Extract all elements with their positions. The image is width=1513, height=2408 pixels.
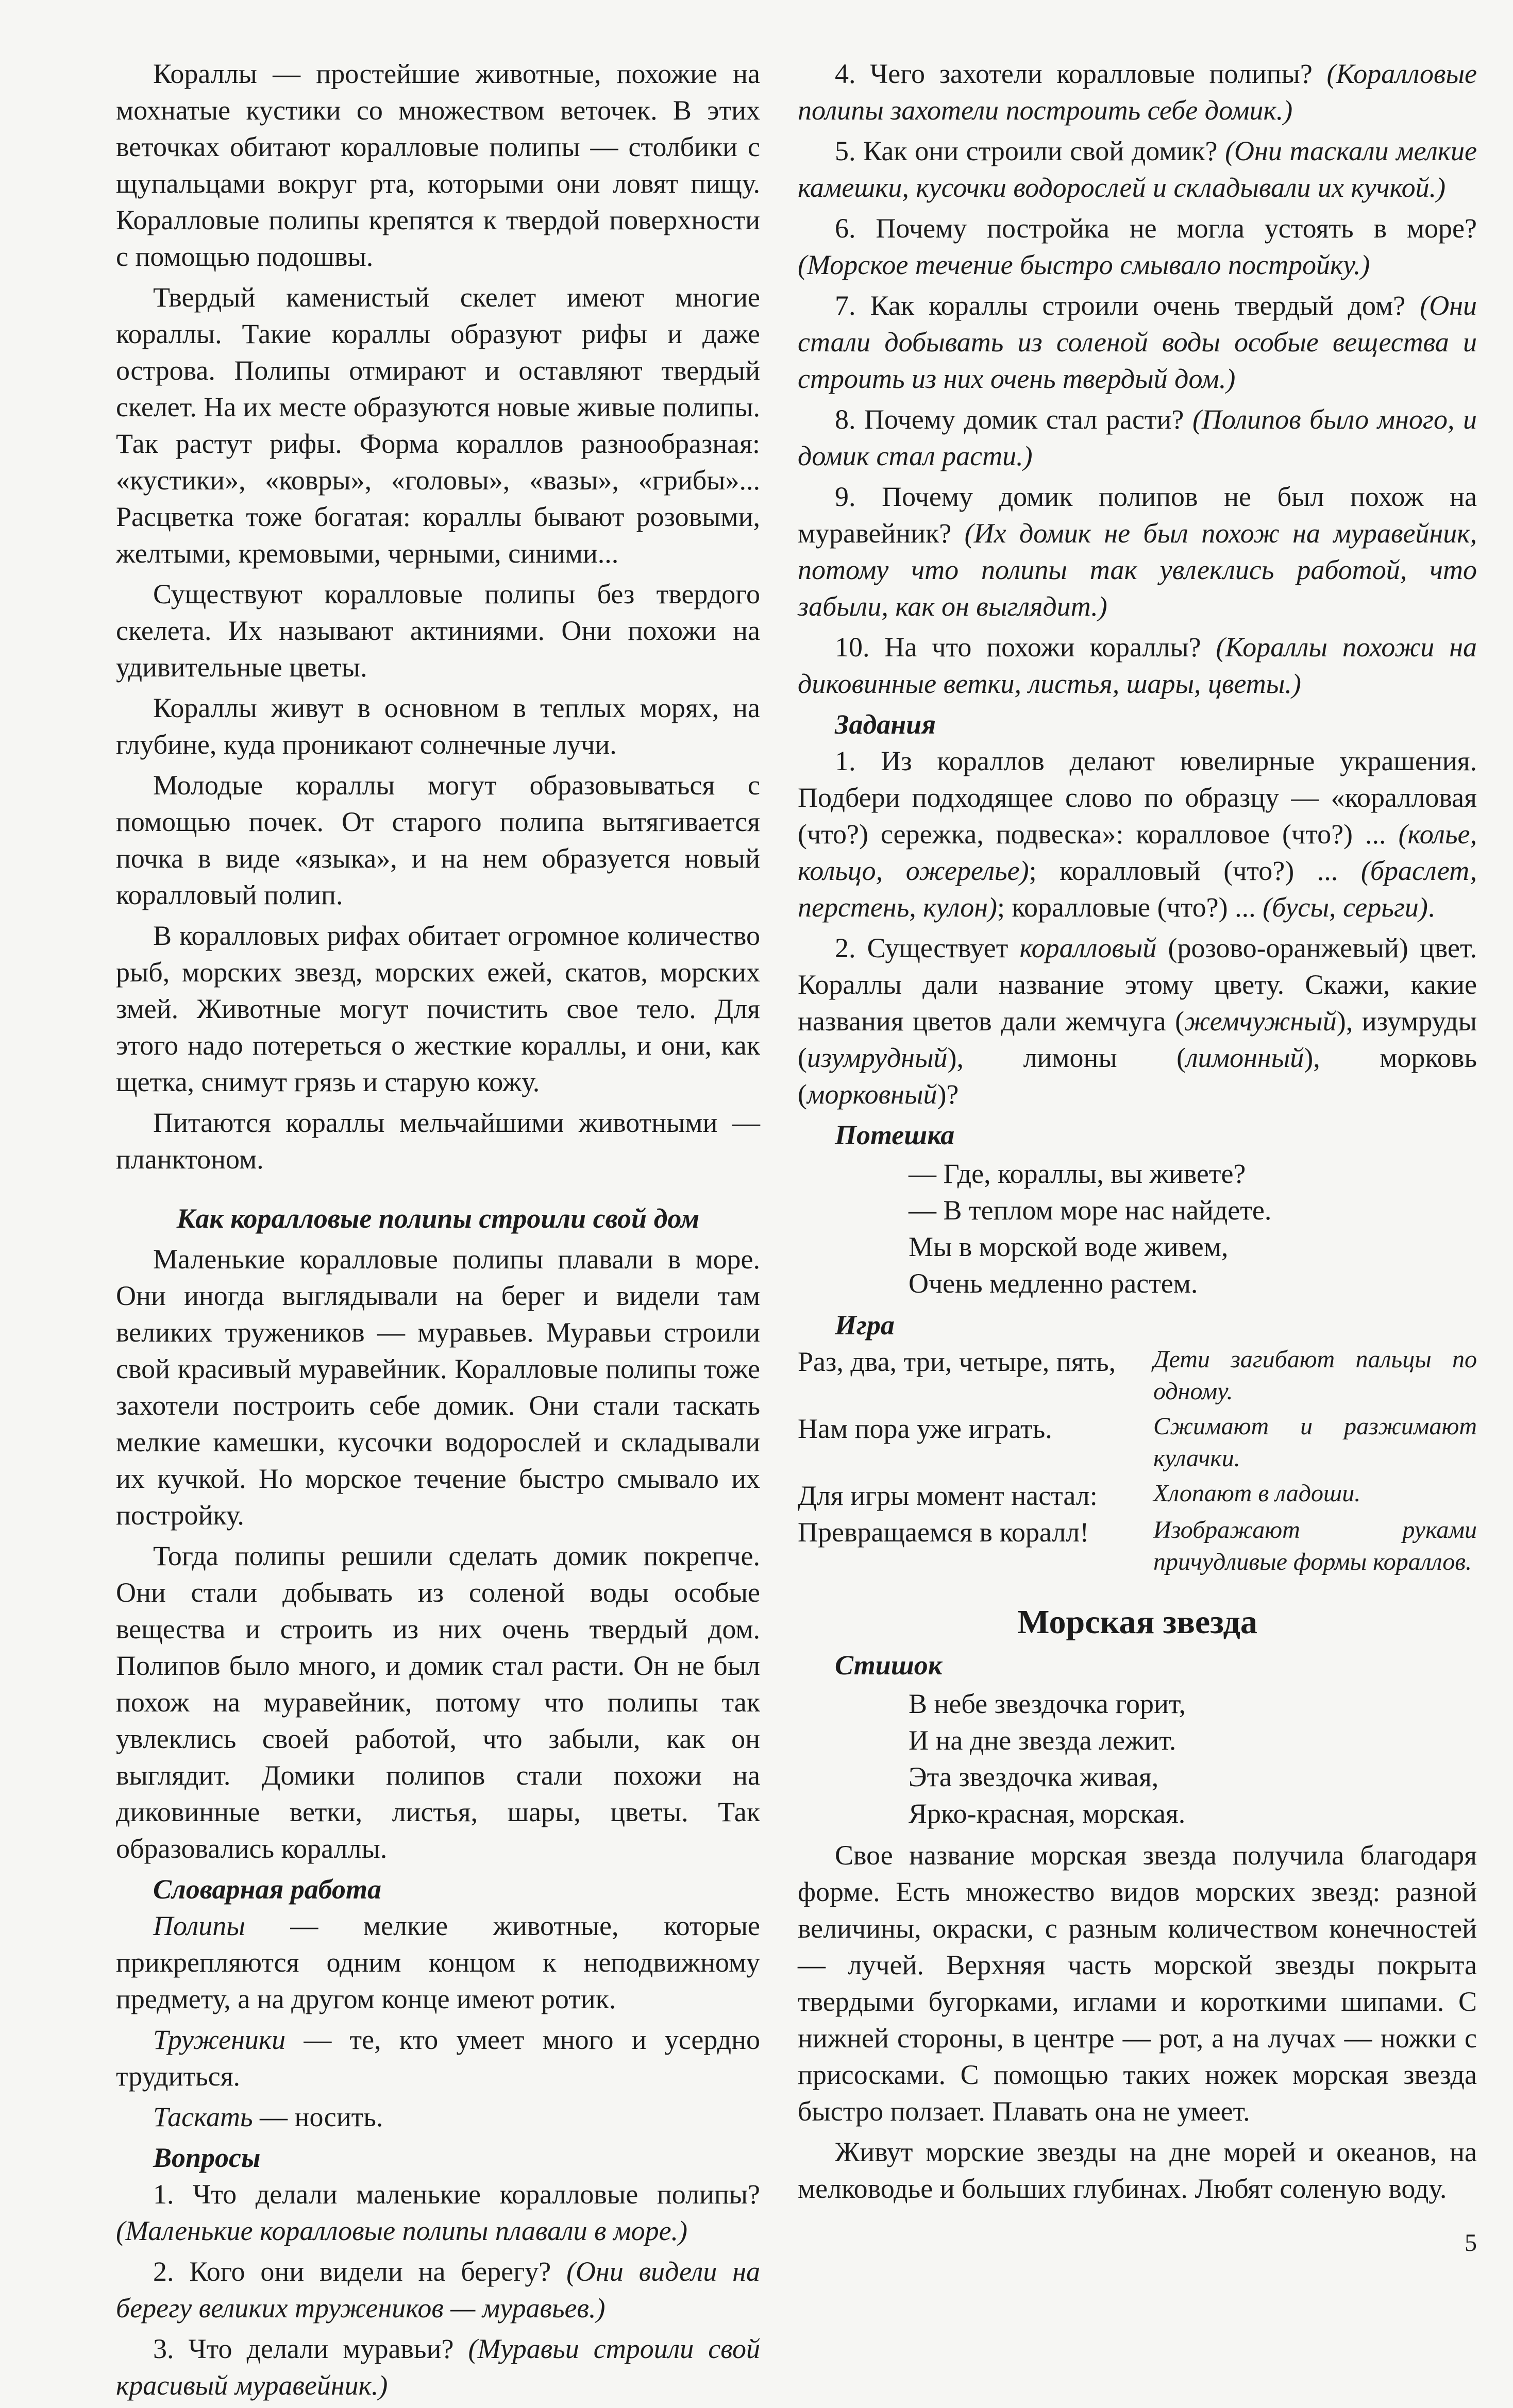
text-segment: Питаются кораллы мельчайшими животными — планктоном. xyxy=(116,1107,760,1175)
text-segment: 7. Как кораллы строили очень твердый дом? xyxy=(835,290,1420,321)
story-heading: Как коралловые полипы строили свой дом xyxy=(176,1203,700,1234)
text-segment: 2. Кого они видели на берегу? xyxy=(153,2256,567,2287)
text-segment: 3. Что делали муравьи? xyxy=(153,2333,468,2364)
section-subheading: Задания xyxy=(835,709,936,740)
italic-text: (Они стали добывать из соленой воды особые вещества и строить из них очень твердый дом.) xyxy=(798,290,1477,394)
game-verse: Для игры момент настал: xyxy=(798,1480,1098,1511)
right-column xyxy=(798,56,1477,2259)
paragraph xyxy=(798,1837,1477,2130)
text-segment: Свое название морская звезда получила благодаря форме. Есть множество видов морских звезд: разной величины, окраски, с разным количеством конечностей — лучей. Верхняя часть морской звезды покрыта твердыми бугорками, иглами и короткими шипами. С нижней стороны, в центре — рот, а на лучах — ножки с присосками. С помощью таких ножек морская звезда быстро ползает. Плавать она не умеет. xyxy=(798,1840,1477,2127)
poem-line: Ярко-красная, морская. xyxy=(909,1798,1186,1829)
paragraph xyxy=(798,287,1477,397)
text-segment: 2. Существует xyxy=(835,932,1020,963)
game-action: Сжимают и разжимают кулачки. xyxy=(1153,1413,1477,1472)
paragraph xyxy=(798,56,1477,129)
text-segment: В коралловых рифах обитает огромное количество рыб, морских звезд, морских ежей, скатов, морских змей. Животные могут почистить свое тело. Для этого надо потереться о жесткие кораллы, и они, как щетка, снимут грязь и старую кожу. xyxy=(116,920,760,1097)
italic-text: (Муравьи строили свой красивый муравейник.) xyxy=(116,2333,760,2401)
text-segment: 6. Почему постройка не могла устоять в море? xyxy=(835,213,1477,244)
paragraph xyxy=(798,401,1477,474)
left-column xyxy=(116,56,760,2408)
paragraph xyxy=(798,133,1477,206)
paragraph xyxy=(116,1241,760,1534)
text-segment: ; коралловый (что?) ... xyxy=(1029,855,1361,886)
section-title: Морская звезда xyxy=(1017,1603,1257,1641)
paragraph xyxy=(798,629,1477,702)
paragraph xyxy=(798,2134,1477,2207)
text-segment: ; коралловые (что?) ... xyxy=(997,892,1263,923)
italic-text: (Они таскали мелкие камешки, кусочки водорослей и складывали их кучкой.) xyxy=(798,135,1477,203)
italic-text: изумрудный xyxy=(806,1042,948,1073)
poem-line: И на дне звезда лежит. xyxy=(909,1725,1176,1756)
text-segment: Живут морские звезды на дне морей и океанов, на мелководье и больших глубинах. Любят соленую воду. xyxy=(798,2136,1477,2204)
poem-line: Эта звездочка живая, xyxy=(909,1761,1159,1792)
paragraph xyxy=(798,210,1477,283)
italic-text: (Они видели на берегу великих тружеников — муравьев.) xyxy=(116,2256,760,2324)
paragraph xyxy=(116,1105,760,1178)
poem-line: — Где, кораллы, вы живете? xyxy=(909,1158,1246,1189)
page-number: 5 xyxy=(1465,2229,1477,2257)
section-subheading: Игра xyxy=(835,1310,895,1341)
text-segment: — те, кто умеет много и усердно трудиться. xyxy=(116,2024,760,2092)
italic-text: коралловый xyxy=(1019,932,1157,963)
text-segment: Твердый каменистый скелет имеют многие кораллы. Такие кораллы образуют рифы и даже острова. Полипы отмирают и оставляют твердый скелет. На их месте образуются новые живые полипы. Так растут рифы. Форма кораллов разнообразная: «кустики», «ковры», «головы», «вазы», «грибы»... Расцветка тоже богатая: кораллы бывают розовыми, желтыми, кремовыми, черными, синими... xyxy=(116,282,760,569)
italic-text: Труженики xyxy=(153,2024,286,2055)
paragraph xyxy=(116,2331,760,2404)
text-segment: 5. Как они строили свой домик? xyxy=(835,135,1225,166)
text-segment: Маленькие коралловые полипы плавали в море. Они иногда выглядывали на берег и видели там великих тружеников — муравьев. Муравьи строили свой красивый муравейник. Коралловые полипы тоже захотели построить себе домик. Они стали таскать мелкие камешки, кусочки водорослей и складывали их кучкой. Но морское течение быстро смывало их постройку. xyxy=(116,1244,760,1531)
text-segment: Молодые кораллы могут образовываться с помощью почек. От старого полипа вытягивается почка в виде «языка», и на нем образуется новый коралловый полип. xyxy=(116,770,760,910)
poem-line: Мы в морской воде живем, xyxy=(909,1231,1229,1262)
paragraph xyxy=(116,279,760,572)
text-segment: 10. На что похожи кораллы? xyxy=(835,632,1216,663)
text-segment: 4. Чего захотели коралловые полипы? xyxy=(835,58,1327,89)
text-segment: ), лимоны ( xyxy=(947,1042,1186,1073)
italic-text: (бусы, серьги) xyxy=(1263,892,1428,923)
poem xyxy=(798,1686,1477,1832)
paragraph xyxy=(798,479,1477,625)
section-subheading: Стишок xyxy=(835,1650,943,1681)
italic-text: (Полипов было много, и домик стал расти.) xyxy=(798,404,1477,471)
poem-line: Очень медленно растем. xyxy=(909,1268,1198,1299)
paragraph xyxy=(116,2253,760,2327)
text-segment: ), изумруды ( xyxy=(798,1006,1477,1073)
text-segment: 1. Что делали маленькие коралловые полипы? xyxy=(153,2179,760,2210)
game-verse: Превращаемся в коралл! xyxy=(798,1517,1089,1548)
italic-text: (Маленькие коралловые полипы плавали в море.) xyxy=(116,2215,688,2246)
game-action: Изображают руками причудливые формы кораллов. xyxy=(1153,1516,1477,1575)
game-action: Хлопают в ладоши. xyxy=(1153,1480,1361,1507)
text-segment: 1. Из кораллов делают ювелирные украшения. Подбери подходящее слово по образцу — «коралловая (что?) сережка, подвеска»: коралловое (что?) ... xyxy=(798,745,1477,850)
italic-text: Таскать xyxy=(153,2101,253,2132)
text-segment: — носить. xyxy=(253,2101,383,2132)
paragraph xyxy=(116,1538,760,1867)
poem xyxy=(798,1156,1477,1302)
game-verse: Нам пора уже играть. xyxy=(798,1413,1052,1444)
poem-line: В небе звездочка горит, xyxy=(909,1688,1186,1719)
paragraph xyxy=(116,56,760,275)
italic-text: Полипы xyxy=(153,1910,245,1941)
text-segment: 9. Почему домик полипов не был похож на муравейник? xyxy=(798,481,1477,549)
paragraph xyxy=(798,743,1477,926)
italic-text: морковный xyxy=(806,1079,937,1110)
text-segment: . xyxy=(1427,892,1435,923)
italic-text: (Кораллы похожи на диковинные ветки, листья, шары, цветы.) xyxy=(798,632,1477,699)
paragraph xyxy=(116,2022,760,2095)
game-table xyxy=(798,1344,1477,1581)
section-subheading: Словарная работа xyxy=(153,1874,382,1905)
italic-text: жемчужный xyxy=(1184,1006,1337,1037)
italic-text: (Морское течение быстро смывало постройку.) xyxy=(798,249,1370,280)
italic-text: (Коралловые полипы захотели построить себе домик.) xyxy=(798,58,1477,126)
poem-line: — В теплом море нас найдете. xyxy=(909,1195,1272,1226)
game-verse: Раз, два, три, четыре, пять, xyxy=(798,1346,1116,1377)
text-segment: 8. Почему домик стал расти? xyxy=(835,404,1192,435)
text-segment: Тогда полипы решили сделать домик покрепче. Они стали добывать из соленой воды особые вещества и строить из них очень твердый дом. Полипов было много, и домик стал расти. Он не был похож на муравейник, потому что полипы так увлеклись своей работой, что забыли, как он выглядит. Домики полипов стали похожи на диковинные ветки, листья, шары, цветы. Так образовались кораллы. xyxy=(116,1540,760,1864)
paragraph xyxy=(116,767,760,913)
italic-text: (колье, кольцо, ожерелье) xyxy=(798,819,1477,886)
paragraph xyxy=(798,930,1477,1113)
text-segment: ), морковь ( xyxy=(798,1042,1477,1110)
text-segment: Кораллы — простейшие животные, похожие на мохнатые кустики со множеством веточек. В этих веточках обитают коралловые полипы — столбики с щупальцами вокруг рта, которыми они ловят пищу. Коралловые полипы крепятся к твердой поверхности с помощью подошвы. xyxy=(116,58,760,272)
text-segment: Существуют коралловые полипы без твердого скелета. Их называют актиниями. Они похожи на удивительные цветы. xyxy=(116,579,760,683)
paragraph xyxy=(116,690,760,763)
paragraph xyxy=(116,2176,760,2249)
italic-text: лимонный xyxy=(1186,1042,1304,1073)
italic-text: (браслет, перстень, кулон) xyxy=(798,855,1477,923)
paragraph xyxy=(116,918,760,1100)
text-segment: (розово-оранжевый) цвет. Кораллы дали название этому цвету. Скажи, какие названия цветов дали жемчуга ( xyxy=(798,932,1477,1037)
section-subheading: Вопросы xyxy=(153,2142,261,2173)
paragraph xyxy=(116,1908,760,2017)
paragraph xyxy=(116,576,760,686)
text-segment: )? xyxy=(937,1079,959,1110)
paragraph xyxy=(116,2099,760,2135)
text-segment: Кораллы живут в основном в теплых морях, на глубине, куда проникают солнечные лучи. xyxy=(116,692,760,760)
section-subheading: Потешка xyxy=(835,1120,955,1150)
text-segment: — мелкие животные, которые прикрепляются одним концом к неподвижному предмету, а на другом конце имеют ротик. xyxy=(116,1910,760,2014)
italic-text: (Их домик не был похож на муравейник, потому что полипы так увлеклись работой, что забыли, как он выглядит.) xyxy=(798,518,1477,622)
game-action: Дети загибают пальцы по одному. xyxy=(1153,1346,1477,1405)
